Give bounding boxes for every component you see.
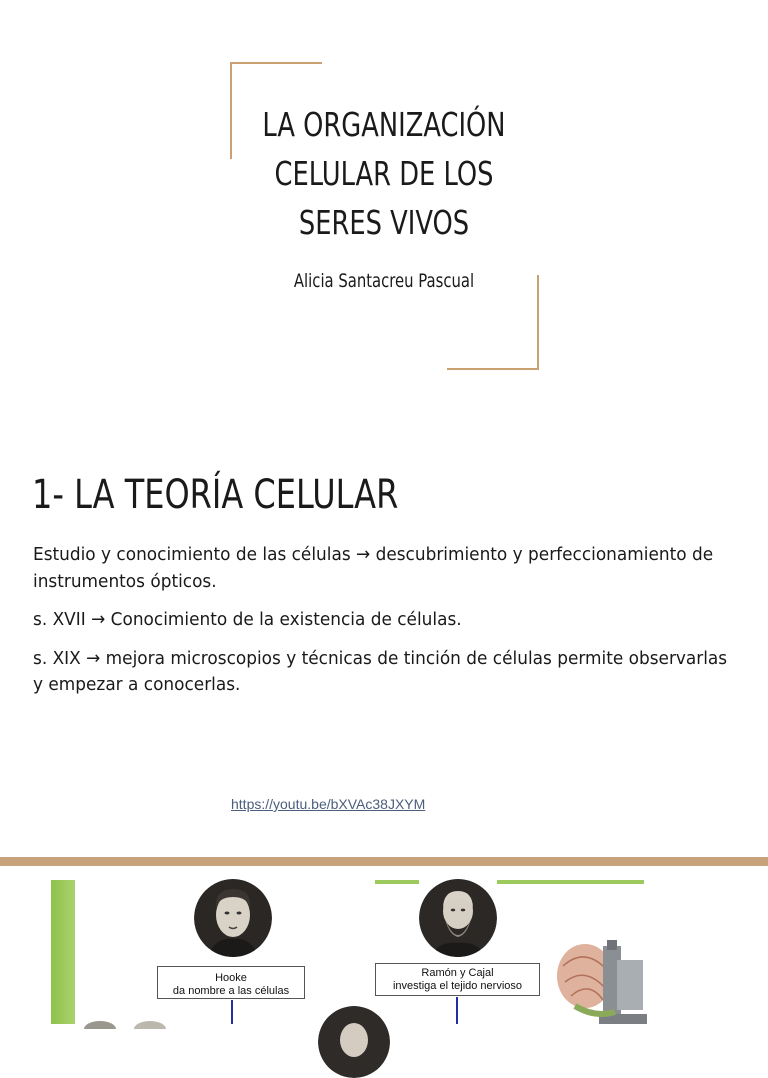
hooke-label-description: da nombre a las células [172,985,290,997]
hooke-label-name: Hooke [215,972,247,984]
paragraph: Estudio y conocimiento de las células → descubrimiento y perfeccionamiento de instrumentos ópticos. [33,544,714,592]
connector-line [231,1000,233,1024]
hooke-label [157,966,305,999]
paragraph: s. XIX → mejora microscopios y técnicas de tinción de células permite observarlas y empezar a conocerlas. [33,647,728,695]
author-name: Alicia Santacreu Pascual [293,270,475,292]
title-slide [0,0,768,420]
video-link[interactable]: https://youtu.be/bXVAc38JXYM [231,796,426,812]
hooke-portrait [194,879,272,957]
microscope-illustration [555,936,650,1024]
timeline-slide [0,866,768,1024]
ramon-y-cajal-label [375,963,540,996]
title-line: SERES VIVOS [298,203,470,242]
timeline-green-bar [51,880,75,1024]
body-text [33,542,738,711]
presentation-title [240,100,527,247]
ramon-y-cajal-portrait [419,879,497,957]
timeline-green-line [497,880,644,884]
cajal-label-name: Ramón y Cajal [421,967,494,979]
scientist-portrait-partial [318,1006,390,1078]
slide-separator [0,857,768,866]
paragraph: s. XVII → Conocimiento de la existencia de células. [33,609,462,630]
cajal-label-description: investiga el tejido nervioso [392,980,523,992]
content-slide [0,420,768,857]
partial-illustration [80,1016,170,1024]
section-heading: 1- LA TEORÍA CELULAR [32,472,399,518]
timeline-green-line [375,880,419,884]
connector-line [456,997,458,1024]
title-line: CELULAR DE LOS [274,154,494,193]
title-line: LA ORGANIZACIÓN [262,105,506,144]
